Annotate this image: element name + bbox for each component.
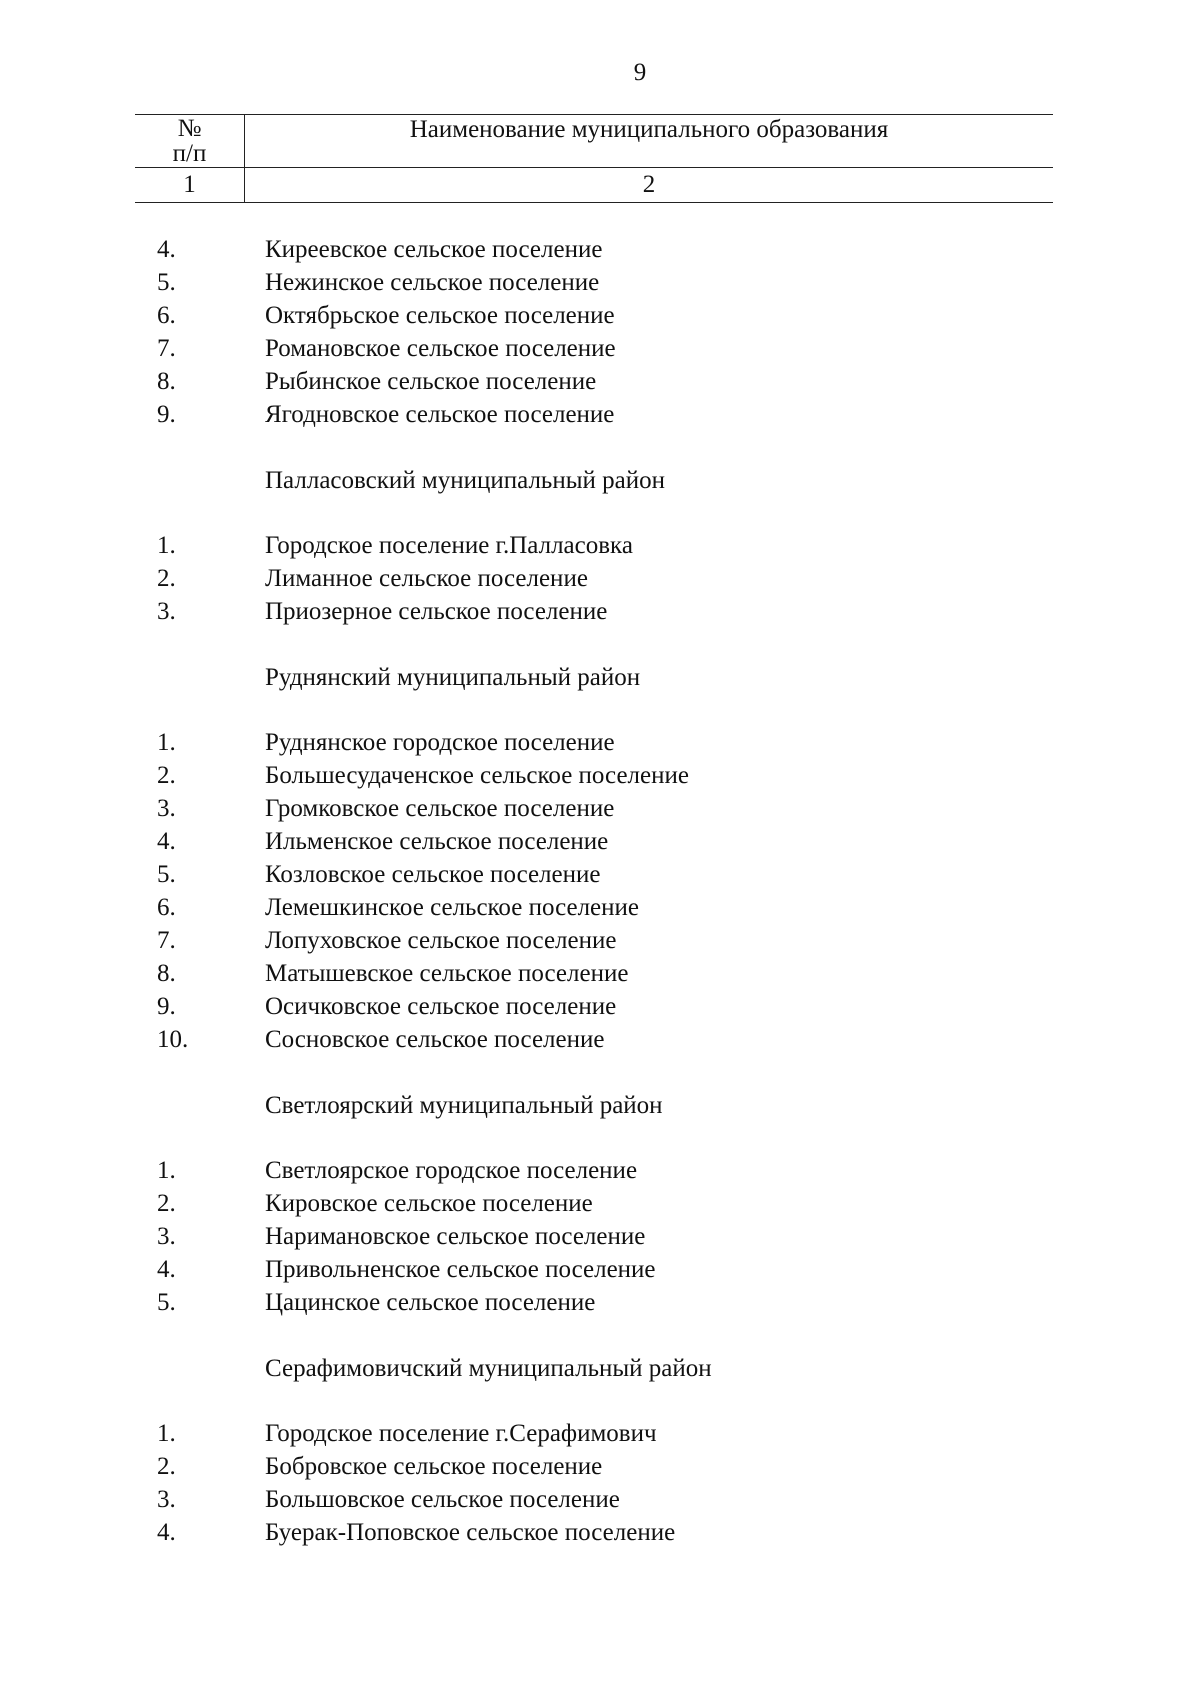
list-item-number: 9. [157,401,176,428]
list-item-number: 4. [157,236,176,263]
list-item-name: Приозерное сельское поселение [265,598,608,625]
list-item-name: Матышевское сельское поселение [265,960,629,987]
list-item-name: Буерак-Поповское сельское поселение [265,1519,676,1546]
list-item [0,924,1200,957]
column-number-header-line1: № [177,115,202,142]
list-item-name: Романовское сельское поселение [265,335,616,362]
list-item [0,299,1200,332]
list-item [0,825,1200,858]
list-item [0,365,1200,398]
list-item-name: Лемешкинское сельское поселение [265,894,639,921]
list-item-number: 4. [157,1256,176,1283]
list-item [0,1417,1200,1450]
list-item-name: Большесудаченское сельское поселение [265,762,689,789]
list-item-number: 3. [157,1223,176,1250]
column-index-2: 2 [642,171,656,198]
municipality-list [0,233,1200,1549]
district-heading: Палласовский муниципальный район [265,467,665,494]
list-item-name: Светлоярское городское поселение [265,1157,638,1184]
list-item-number: 1. [157,729,176,756]
list-item-number: 2. [157,1453,176,1480]
list-item [0,233,1200,266]
list-item-name: Привольненское сельское поселение [265,1256,656,1283]
list-item-number: 9. [157,993,176,1020]
list-item [0,595,1200,628]
district-heading: Светлоярский муниципальный район [265,1092,663,1119]
list-item [0,1023,1200,1056]
list-item-number: 4. [157,1519,176,1546]
list-item-number: 5. [157,861,176,888]
list-item-number: 2. [157,1190,176,1217]
list-item-name: Бобровское сельское поселение [265,1453,603,1480]
list-item-name: Рыбинское сельское поселение [265,368,597,395]
list-item-name: Сосновское сельское поселение [265,1026,605,1053]
list-item [0,957,1200,990]
list-item [0,1450,1200,1483]
district-heading: Руднянский муниципальный район [265,664,641,691]
list-item-number: 3. [157,795,176,822]
list-item-name: Городское поселение г.Палласовка [265,532,633,559]
list-item-number: 10. [157,1026,189,1053]
list-item-number: 1. [157,1157,176,1184]
table-header [135,114,1053,204]
list-item [0,1187,1200,1220]
column-number-header [135,116,244,166]
list-item-number: 6. [157,894,176,921]
list-item [0,792,1200,825]
list-item [0,990,1200,1023]
list-item [0,1154,1200,1187]
list-item-number: 5. [157,269,176,296]
list-item-name: Цацинское сельское поселение [265,1289,596,1316]
list-item-number: 7. [157,927,176,954]
list-item [0,266,1200,299]
list-item-name: Лиманное сельское поселение [265,565,588,592]
list-item-name: Козловское сельское поселение [265,861,601,888]
list-item-name: Наримановское сельское поселение [265,1223,646,1250]
list-item [0,1483,1200,1516]
list-item-number: 3. [157,598,176,625]
list-item-number: 4. [157,828,176,855]
header-bottom-rule [135,202,1053,203]
list-item-name: Киреевское сельское поселение [265,236,603,263]
column-name-header: Наименование муниципального образования [409,116,889,143]
list-item-name: Большовское сельское поселение [265,1486,620,1513]
list-item-name: Осичковское сельское поселение [265,993,617,1020]
list-item-name: Руднянское городское поселение [265,729,615,756]
list-item [0,1516,1200,1549]
list-item-number: 3. [157,1486,176,1513]
list-item-number: 8. [157,960,176,987]
list-item [0,332,1200,365]
list-item [0,726,1200,759]
list-item-number: 2. [157,762,176,789]
list-item-number: 1. [157,1420,176,1447]
list-item [0,529,1200,562]
list-item [0,759,1200,792]
list-item-name: Ильменское сельское поселение [265,828,609,855]
list-item-number: 7. [157,335,176,362]
list-item-name: Лопуховское сельское поселение [265,927,617,954]
header-middle-rule [135,167,1053,168]
list-item [0,858,1200,891]
list-item-number: 5. [157,1289,176,1316]
list-item [0,891,1200,924]
list-item [0,562,1200,595]
list-item-name: Кировское сельское поселение [265,1190,593,1217]
list-item [0,398,1200,431]
list-item [0,1220,1200,1253]
header-top-rule [135,114,1053,115]
list-item-name: Ягодновское сельское поселение [265,401,615,428]
column-number-header-line2: п/п [172,140,207,167]
list-item [0,1253,1200,1286]
list-item-number: 8. [157,368,176,395]
list-item-number: 2. [157,565,176,592]
list-item-number: 1. [157,532,176,559]
column-index-1: 1 [183,171,196,198]
list-item-name: Октябрьское сельское поселение [265,302,615,329]
list-item-name: Городское поселение г.Серафимович [265,1420,657,1447]
list-item-name: Громковское сельское поселение [265,795,615,822]
list-item-name: Нежинское сельское поселение [265,269,600,296]
district-heading: Серафимовичский муниципальный район [265,1355,712,1382]
list-item-number: 6. [157,302,176,329]
list-item [0,1286,1200,1319]
page-number: 9 [633,59,647,86]
